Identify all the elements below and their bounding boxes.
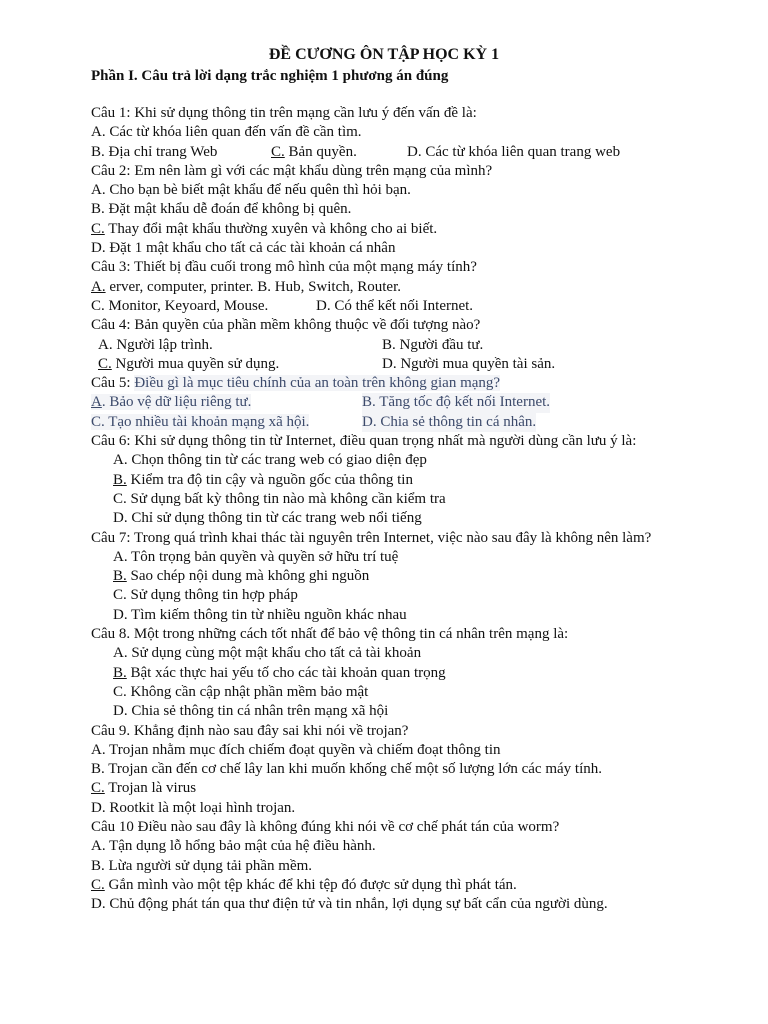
question-7: Câu 7: Trong quá trình khai thác tài nguyên trên Internet, việc nào sau đây là không nên làm? (91, 529, 652, 546)
q8-option-a: A. Sử dụng cùng một mật khẩu cho tất cả tài khoản (113, 645, 422, 662)
answer-mark: A. (91, 278, 106, 295)
q2-option-a: A. Cho bạn bè biết mật khẩu để nếu quên thì hỏi bạn. (91, 182, 411, 199)
q7-option-b: B. Sao chép nội dung mà không ghi nguồn (113, 568, 370, 585)
q9-option-c: C. Trojan là virus (91, 780, 197, 797)
q2-option-b: B. Đặt mật khẩu dễ đoán để không bị quên. (91, 201, 352, 218)
q10-option-b: B. Lừa người sử dụng tải phần mềm. (91, 857, 313, 874)
q5-option-b: B. Tăng tốc độ kết nối Internet. (362, 393, 550, 412)
q1-option-d: D. Các từ khóa liên quan trang web (407, 143, 621, 160)
question-8: Câu 8. Một trong những cách tốt nhất để bảo vệ thông tin cá nhân trên mạng là: (91, 626, 569, 643)
q6-option-d: D. Chỉ sử dụng thông tin từ các trang web nổi tiếng (113, 510, 422, 527)
answer-mark: C. (271, 143, 285, 160)
answer-mark: B. (113, 471, 127, 488)
q6-option-b: B. Kiểm tra độ tin cậy và nguồn gốc của thông tin (113, 471, 413, 488)
q9-option-b: B. Trojan cần đến cơ chế lây lan khi muốn khống chế một số lượng lớn các máy tính. (91, 761, 603, 778)
q5-options-cd (91, 413, 751, 432)
answer-mark: B. (113, 664, 127, 681)
question-2: Câu 2: Em nên làm gì với các mật khẩu dùng trên mạng của mình? (91, 162, 493, 179)
q7-option-c: C. Sử dụng thông tin hợp pháp (113, 587, 298, 604)
q4-option-c: C. Người mua quyền sử dụng. (98, 355, 280, 372)
question-4: Câu 4: Bản quyền của phần mềm không thuộc về đối tượng nào? (91, 317, 481, 334)
q8-option-b: B. Bật xác thực hai yếu tố cho các tài khoản quan trọng (113, 664, 446, 681)
q6-option-c: C. Sử dụng bất kỳ thông tin nào mà không cần kiểm tra (113, 490, 446, 507)
answer-mark: A (91, 394, 102, 411)
q3-options-cd (91, 297, 751, 316)
q3-options-ab: A. erver, computer, printer. B. Hub, Switch, Router. (91, 278, 402, 295)
q5-option-d: D. Chia sẻ thông tin cá nhân. (362, 413, 536, 432)
q5-options-ab (91, 393, 751, 412)
q3-option-d: D. Có thể kết nối Internet. (316, 297, 474, 314)
q10-option-d: D. Chủ động phát tán qua thư điện tử và tin nhắn, lợi dụng sự bất cẩn của người dùng. (91, 896, 608, 913)
q9-option-a: A. Trojan nhằm mục đích chiếm đoạt quyền và chiếm đoạt thông tin (91, 741, 501, 758)
q1-option-b: B. Địa chỉ trang Web (91, 143, 218, 160)
answer-mark: B. (113, 568, 127, 585)
q4-option-d: D. Người mua quyền tài sản. (382, 355, 556, 372)
q3-option-c: C. Monitor, Keyoard, Mouse. (91, 297, 269, 314)
q8-option-d: D. Chia sẻ thông tin cá nhân trên mạng xã hội (113, 703, 389, 720)
q1-options-bcd (91, 143, 751, 162)
q4-options-cd (91, 355, 751, 374)
question-9: Câu 9. Khẳng định nào sau đây sai khi nói về trojan? (91, 722, 409, 739)
q7-option-d: D. Tìm kiếm thông tin từ nhiều nguồn khác nhau (113, 606, 407, 623)
section-heading: Phần I. Câu trả lời dạng trắc nghiệm 1 phương án đúng (91, 68, 449, 84)
q6-option-a: A. Chọn thông tin từ các trang web có giao diện đẹp (113, 452, 427, 469)
answer-mark: C. (91, 876, 105, 893)
question-3: Câu 3: Thiết bị đầu cuối trong mô hình của một mạng máy tính? (91, 259, 477, 276)
q2-option-c: C. Thay đổi mật khẩu thường xuyên và không cho ai biết. (91, 220, 438, 237)
q4-option-b: B. Người đầu tư. (382, 336, 484, 353)
q5-option-a: A. Bảo vệ dữ liệu riêng tư. (91, 394, 252, 411)
q2-option-d: D. Đặt 1 mật khẩu cho tất cả các tài khoản cá nhân (91, 240, 396, 257)
document-title: ĐỀ CƯƠNG ÔN TẬP HỌC KỲ 1 (268, 46, 500, 63)
question-10: Câu 10 Điều nào sau đây là không đúng khi nói về cơ chế phát tán của worm? (91, 818, 560, 835)
answer-mark: C. (91, 780, 105, 797)
q10-option-a: A. Tận dụng lỗ hổng bảo mật của hệ điều hành. (91, 838, 376, 855)
answer-mark: C. (91, 220, 105, 237)
q4-option-a: A. Người lập trình. (98, 336, 213, 353)
q1-option-c: C. Bản quyền. (271, 143, 357, 160)
q4-options-ab (91, 336, 751, 355)
answer-mark: C. (98, 355, 112, 372)
q5-option-c: C. Tạo nhiều tài khoản mạng xã hội. (91, 413, 310, 430)
highlighted-question-text: Điều gì là mục tiêu chính của an toàn trên không gian mạng? (134, 375, 501, 392)
q10-option-c: C. Gắn mình vào một tệp khác để khi tệp đó được sử dụng thì phát tán. (91, 876, 517, 893)
question-list (91, 104, 751, 914)
question-6: Câu 6: Khi sử dụng thông tin từ Internet, điều quan trọng nhất mà người dùng cần lưu ý là: (91, 433, 637, 450)
q1-option-a: A. Các từ khóa liên quan đến vấn đề cần tìm. (91, 124, 362, 141)
question-5: Câu 5: Điều gì là mục tiêu chính của an toàn trên không gian mạng? (91, 375, 501, 392)
question-1: Câu 1: Khi sử dụng thông tin trên mạng cần lưu ý đến vấn đề là: (91, 105, 477, 121)
q9-option-d: D. Rootkit là một loại hình trojan. (91, 799, 296, 816)
q8-option-c: C. Không cần cập nhật phần mềm bảo mật (113, 683, 369, 700)
q7-option-a: A. Tôn trọng bản quyền và quyền sở hữu trí tuệ (113, 548, 399, 565)
